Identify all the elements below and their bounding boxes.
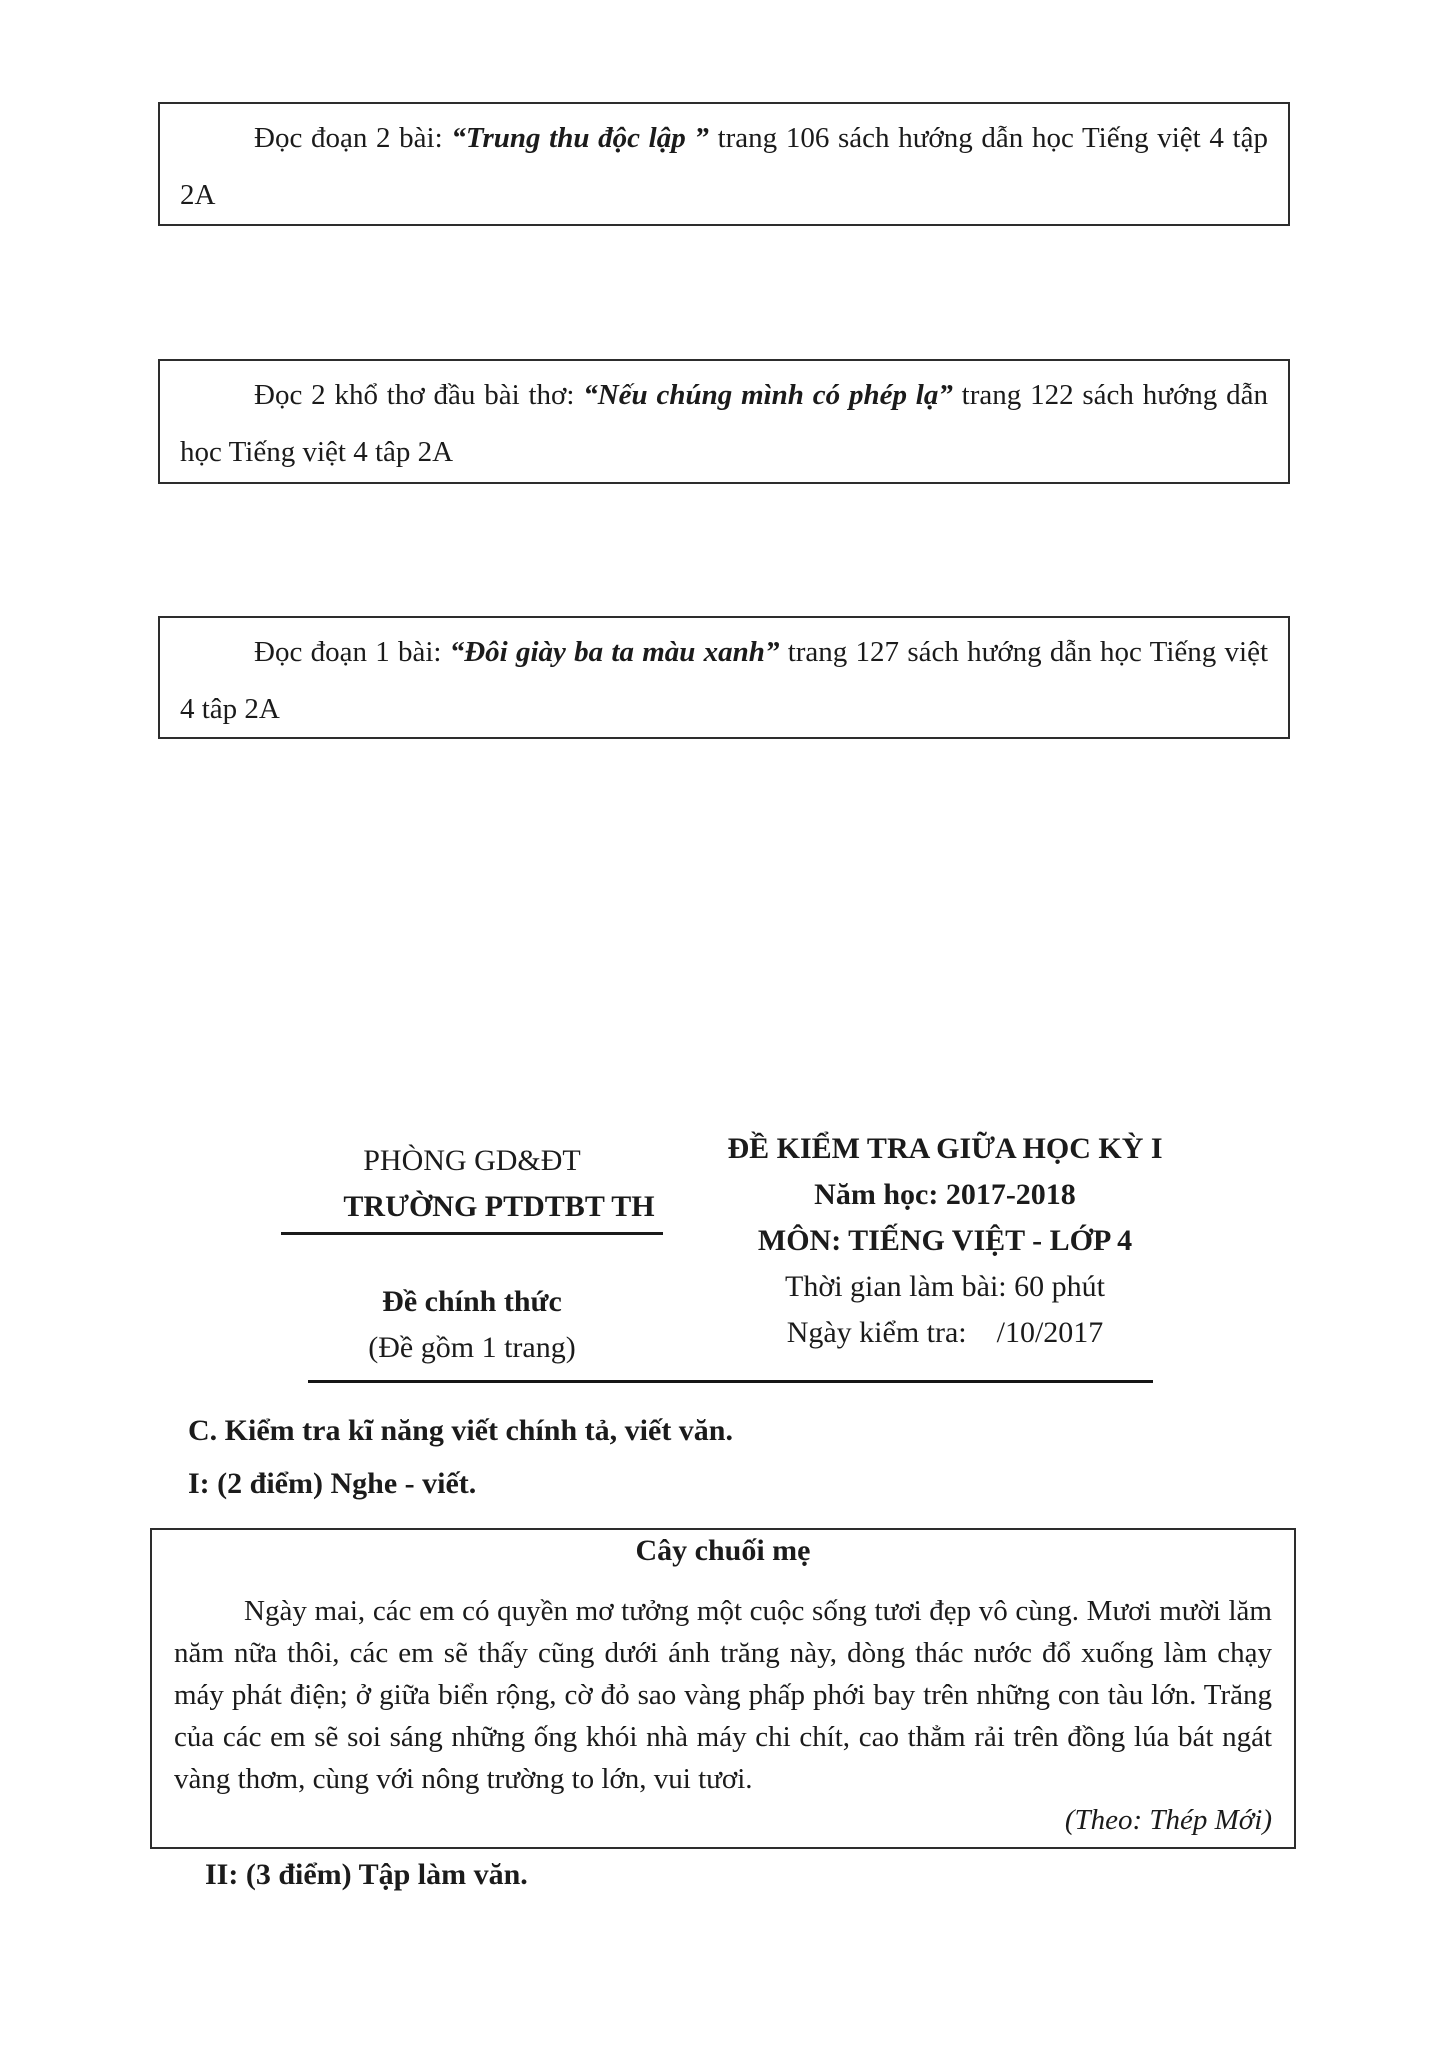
reading-title-2: “Nếu chúng mình có phép lạ” — [583, 379, 953, 411]
reading-instruction-3-suffix: trang 127 sách hướng dẫn học Tiếng việt 4 tâp 2A — [180, 636, 1269, 725]
school-name-row — [252, 1184, 692, 1235]
subject-line: MÔN: TIẾNG VIỆT - LỚP 4 — [757, 1224, 1133, 1257]
pages-note: (Đề gồm 1 trang) — [368, 1331, 576, 1364]
header-left-column — [252, 1138, 692, 1371]
exam-title: ĐỀ KIỂM TRA GIỮA HỌC KỲ I — [727, 1132, 1163, 1165]
header-divider-line — [308, 1380, 1153, 1383]
dictation-text: Ngày mai, các em có quyền mơ tưởng một cuộc sống tươi đẹp vô cùng. Mươi mười lăm năm nữa thôi, các em sẽ thấy cũng dưới ánh trăng này, dòng thác nước đổ xuống làm chạy máy phát điện; ở giữa biển rộng, cờ đỏ sao vàng phấp phới bay trên những con tàu lớn. Trăng của các em sẽ soi sáng những ống khói nhà máy chi chít, cao thẳm rải trên đồng lúa bát ngát vàng thơm, cùng với nông trường to lớn, vui tươi. — [174, 1595, 1272, 1795]
reading-passage-box-1 — [158, 102, 1290, 226]
part1-heading: I: (2 điểm) Nghe - viết. — [188, 1467, 477, 1500]
reading-passage-box-3 — [158, 616, 1290, 739]
duration-line: Thời gian làm bài: 60 phút — [785, 1270, 1105, 1303]
exam-type-label: Đề chính thức — [382, 1285, 562, 1318]
reading-instruction-1-prefix: Đọc đoạn 2 bài: — [254, 122, 452, 154]
department-name: PHÒNG GD&ĐT — [363, 1144, 581, 1177]
school-name: TRƯỜNG PTDTBT TH — [281, 1184, 662, 1235]
part2-heading: II: (3 điểm) Tập làm văn. — [205, 1858, 528, 1891]
reading-instruction-2-suffix: trang 122 sách hướng dẫn học Tiếng việt 4 tâp 2A — [180, 379, 1268, 468]
reading-passage-box-2 — [158, 359, 1290, 484]
dictation-title: Cây chuối mẹ — [635, 1534, 811, 1567]
reading-instruction-2-prefix: Đọc 2 khổ thơ đầu bài thơ: — [254, 379, 584, 411]
reading-title-3: “Đôi giày ba ta màu xanh” — [449, 636, 780, 668]
reading-instruction-2 — [180, 367, 1268, 481]
dictation-box — [150, 1528, 1296, 1849]
header-right-column — [700, 1126, 1190, 1356]
reading-instruction-1-suffix: trang 106 sách hướng dẫn học Tiếng việt 4 tập 2A — [180, 122, 1268, 211]
reading-instruction-3-prefix: Đọc đoạn 1 bài: — [254, 636, 450, 668]
reading-title-1: “Trung thu độc lập ” — [451, 122, 709, 154]
section-c-heading: C. Kiểm tra kĩ năng viết chính tả, viết văn. — [188, 1414, 733, 1447]
reading-instruction-3 — [180, 624, 1268, 738]
exam-date-line: Ngày kiểm tra: /10/2017 — [786, 1316, 1104, 1349]
reading-instruction-1 — [180, 110, 1268, 224]
dictation-attribution: (Theo: Thép Mới) — [1064, 1804, 1272, 1836]
school-year: Năm học: 2017-2018 — [814, 1178, 1076, 1211]
